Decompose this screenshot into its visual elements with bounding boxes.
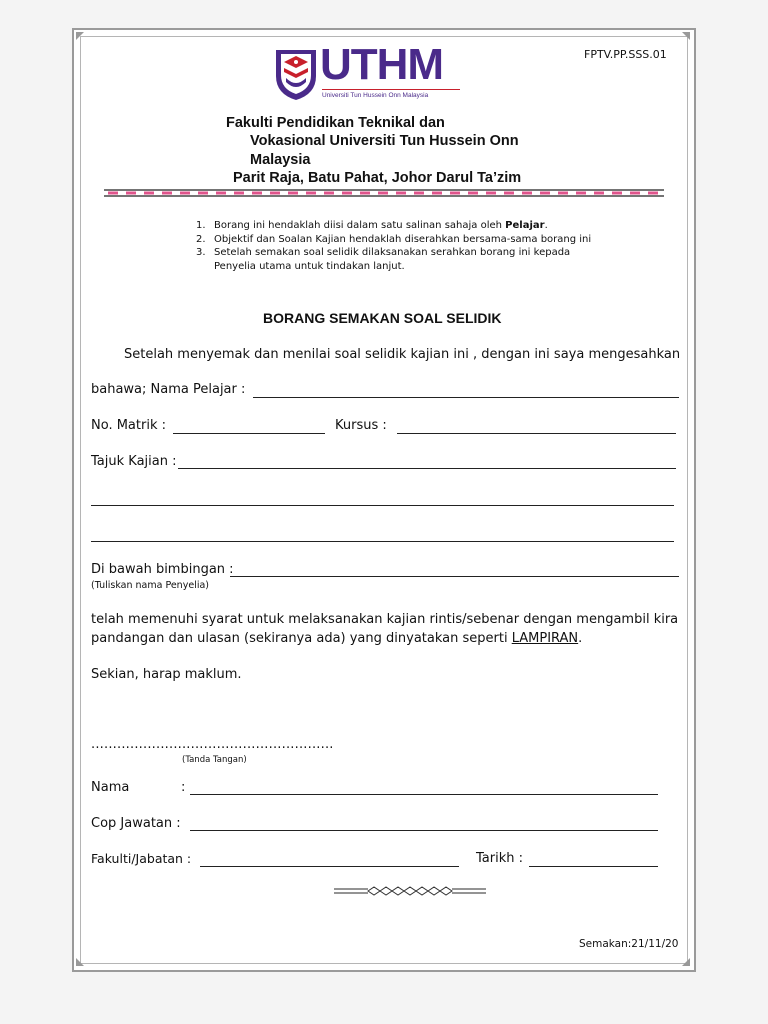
faculty-line-1: Fakulti Pendidikan Teknikal dan	[226, 115, 445, 131]
penyelia-field[interactable]	[230, 576, 679, 577]
tajuk-kajian-field-line-2[interactable]	[91, 505, 674, 506]
tarikh-label: Tarikh :	[476, 851, 523, 866]
corner-ornament-icon	[76, 32, 84, 40]
instruction-notes	[196, 219, 592, 279]
note-text: Setelah semakan soal selidik dilaksanakan serahkan borang ini kepada	[214, 247, 571, 258]
no-matrik-label: No. Matrik :	[91, 418, 166, 433]
tajuk-kajian-field-line-3[interactable]	[91, 541, 674, 542]
fakulti-label: Fakulti/Jabatan :	[91, 851, 192, 866]
nama-pelajar-field[interactable]	[253, 397, 679, 398]
note-text: Borang ini hendaklah diisi dalam satu salinan sahaja oleh	[214, 220, 506, 231]
note-number: 2.	[196, 233, 206, 245]
penyelia-hint: (Tuliskan nama Penyelia)	[91, 580, 209, 591]
signature-line[interactable]: ........................................................	[91, 737, 334, 752]
statement-end: .	[578, 631, 583, 646]
penyelia-label: Di bawah bimbingan :	[91, 562, 234, 577]
note-text: Objektif dan Soalan Kajian hendaklah diserahkan bersama-sama borang ini	[214, 233, 592, 245]
note-number: 3.	[196, 247, 206, 258]
note-text: Penyelia utama untuk tindakan lanjut.	[214, 260, 405, 272]
nama-label: Nama	[91, 780, 130, 795]
uthm-logo	[274, 40, 464, 104]
kursus-label: Kursus :	[335, 418, 387, 433]
note-number: 1.	[196, 220, 206, 231]
note-text-end: .	[544, 220, 548, 231]
cop-jawatan-label: Cop Jawatan :	[91, 816, 181, 831]
no-matrik-field[interactable]	[173, 433, 325, 434]
closing-text: Sekian, harap maklum.	[91, 667, 242, 682]
nama-colon: :	[181, 780, 186, 795]
corner-ornament-icon	[76, 958, 84, 966]
decorative-divider	[104, 186, 664, 200]
logo-rule	[322, 89, 460, 90]
tarikh-field[interactable]	[529, 866, 658, 867]
faculty-line-3: Malaysia	[250, 152, 311, 168]
tajuk-kajian-field[interactable]	[178, 468, 676, 469]
signature-label: (Tanda Tangan)	[182, 755, 247, 765]
nama-pelajar-label: bahawa; Nama Pelajar :	[91, 382, 246, 397]
note-bold: Pelajar	[505, 220, 545, 231]
uthm-crest-icon	[274, 48, 318, 102]
logo-subtitle: Universiti Tun Hussein Onn Malaysia	[322, 92, 429, 99]
form-title: BORANG SEMAKAN SOAL SELIDIK	[263, 310, 502, 326]
statement-line-2	[91, 631, 582, 646]
intro-text: Setelah menyemak dan menilai soal selidik kajian ini , dengan ini saya mengesahkan	[124, 347, 681, 362]
fakulti-field[interactable]	[200, 866, 459, 867]
revision-date: Semakan:21/11/20	[579, 938, 679, 950]
faculty-address: Parit Raja, Batu Pahat, Johor Darul Ta’zim	[233, 170, 522, 186]
statement-text: pandangan dan ulasan (sekiranya ada) yang dinyatakan seperti	[91, 631, 512, 646]
tajuk-kajian-label: Tajuk Kajian :	[91, 454, 177, 469]
nama-field[interactable]	[190, 794, 658, 795]
logo-name: UTHM	[320, 40, 444, 89]
cop-jawatan-field[interactable]	[190, 830, 658, 831]
kursus-field[interactable]	[397, 433, 676, 434]
ornament-divider-icon	[332, 884, 488, 898]
corner-ornament-icon	[682, 32, 690, 40]
form-code: FPTV.PP.SSS.01	[584, 48, 667, 61]
faculty-line-2: Vokasional Universiti Tun Hussein Onn	[250, 133, 519, 149]
corner-ornament-icon	[682, 958, 690, 966]
statement-line-1: telah memenuhi syarat untuk melaksanakan kajian rintis/sebenar dengan mengambil kira	[91, 612, 679, 627]
lampiran-link: LAMPIRAN	[511, 631, 579, 646]
